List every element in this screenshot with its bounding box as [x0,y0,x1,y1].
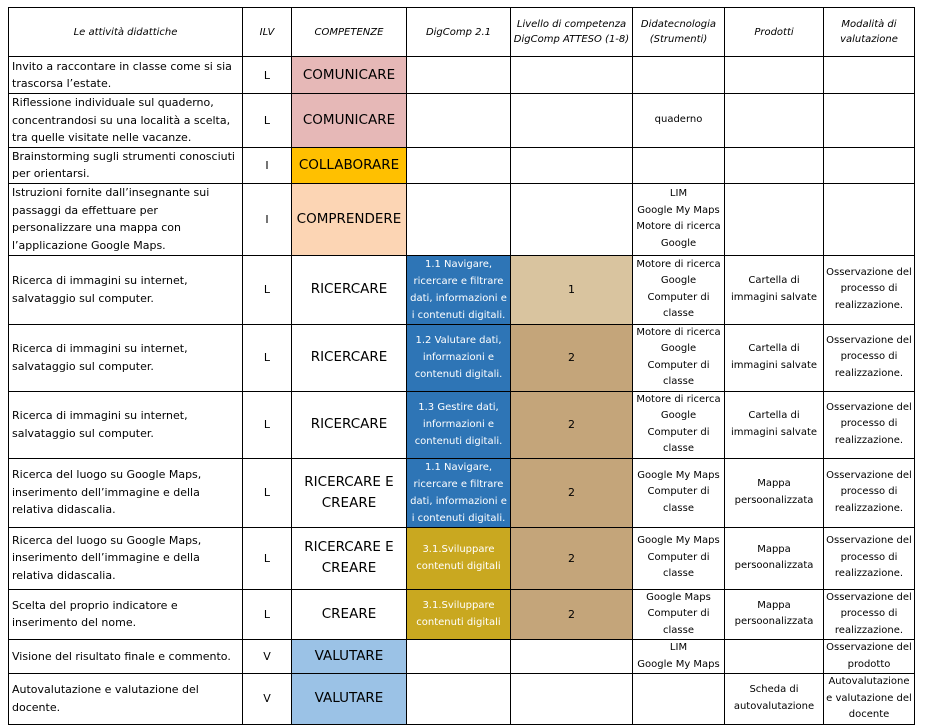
cell-prodotti [725,183,824,255]
cell-competenza: COMUNICARE [292,94,407,148]
cell-valutazione [824,94,915,148]
cell-strumenti: Motore di ricerca Google Computer di classe [633,255,725,324]
cell-attivita: Riflessione individuale sul quaderno, concentrandosi su una località a scelta, tra quelle visitate nelle vacanze. [9,94,243,148]
header-modalita: Modalità di valutazione [824,8,915,57]
cell-ilv: L [243,324,292,391]
cell-valutazione [824,183,915,255]
cell-competenza: RICERCARE [292,324,407,391]
cell-strumenti: Google My Maps Computer di classe [633,527,725,589]
cell-competenza: COMUNICARE [292,57,407,94]
cell-strumenti [633,57,725,94]
table-row [9,147,915,183]
cell-ilv: L [243,589,292,640]
cell-valutazione: Osservazione del processo di realizzazione. [824,589,915,640]
cell-livello: 2 [511,589,633,640]
cell-competenza: RICERCARE E CREARE [292,527,407,589]
cell-strumenti: Google My Maps Computer di classe [633,458,725,527]
cell-prodotti: Scheda di autovalutazione [725,674,824,725]
header-row [9,8,915,57]
cell-prodotti: Cartella di immagini salvate [725,391,824,458]
cell-attivita: Ricerca del luogo su Google Maps, inserimento dell’immagine e della relativa didascalia. [9,527,243,589]
cell-valutazione: Osservazione del processo di realizzazione. [824,255,915,324]
cell-prodotti: Mappa persoonalizzata [725,589,824,640]
cell-attivita: Ricerca di immagini su internet, salvataggio sul computer. [9,255,243,324]
table-row [9,391,915,458]
cell-digcomp: 1.3 Gestire dati, informazioni e contenuti digitali. [407,391,511,458]
cell-digcomp [407,57,511,94]
cell-digcomp: 3.1.Sviluppare contenuti digitali [407,527,511,589]
cell-competenza: VALUTARE [292,674,407,725]
cell-prodotti: Mappa persoonalizzata [725,458,824,527]
cell-livello: 2 [511,458,633,527]
cell-prodotti [725,94,824,148]
cell-livello [511,147,633,183]
cell-ilv: L [243,94,292,148]
header-competenze: COMPETENZE [292,8,407,57]
cell-ilv: V [243,640,292,674]
table-row [9,255,915,324]
cell-attivita: Autovalutazione e valutazione del docente. [9,674,243,725]
cell-prodotti [725,640,824,674]
cell-strumenti [633,674,725,725]
cell-ilv: I [243,183,292,255]
cell-attivita: Istruzioni fornite dall’insegnante sui passaggi da effettuare per personalizzare una mappa con l’applicazione Google Maps. [9,183,243,255]
header-digcomp: DigComp 2.1 [407,8,511,57]
cell-strumenti: LIM Google My Maps Motore di ricerca Google [633,183,725,255]
cell-digcomp [407,674,511,725]
table-row [9,527,915,589]
cell-competenza: RICERCARE [292,255,407,324]
cell-valutazione: Autovalutazione e valutazione del docente [824,674,915,725]
cell-digcomp: 3.1.Sviluppare contenuti digitali [407,589,511,640]
table-row [9,640,915,674]
cell-livello: 2 [511,527,633,589]
cell-attivita: Scelta del proprio indicatore e inserimento del nome. [9,589,243,640]
cell-livello [511,57,633,94]
header-attivita: Le attività didattiche [9,8,243,57]
cell-competenza: CREARE [292,589,407,640]
table-row [9,674,915,725]
cell-strumenti: Google Maps Computer di classe [633,589,725,640]
header-prodotti: Prodotti [725,8,824,57]
cell-livello [511,674,633,725]
header-ilv: ILV [243,8,292,57]
header-livello: Livello di competenza DigComp ATTESO (1-8) [511,8,633,57]
cell-livello: 2 [511,391,633,458]
cell-valutazione [824,147,915,183]
cell-strumenti: LIM Google My Maps [633,640,725,674]
cell-valutazione [824,57,915,94]
cell-valutazione: Osservazione del processo di realizzazione. [824,527,915,589]
cell-livello: 2 [511,324,633,391]
table-row [9,183,915,255]
cell-strumenti: Motore di ricerca Google Computer di classe [633,324,725,391]
cell-attivita: Visione del risultato finale e commento. [9,640,243,674]
cell-strumenti [633,147,725,183]
cell-ilv: V [243,674,292,725]
cell-competenza: COLLABORARE [292,147,407,183]
cell-ilv: L [243,527,292,589]
cell-ilv: L [243,391,292,458]
cell-strumenti: Motore di ricerca Google Computer di classe [633,391,725,458]
cell-attivita: Ricerca del luogo su Google Maps, inserimento dell’immagine e della relativa didascalia. [9,458,243,527]
cell-prodotti [725,57,824,94]
cell-valutazione: Osservazione del processo di realizzazione. [824,391,915,458]
cell-ilv: L [243,255,292,324]
cell-valutazione: Osservazione del processo di realizzazione. [824,324,915,391]
cell-livello [511,640,633,674]
cell-livello [511,183,633,255]
cell-prodotti: Mappa persoonalizzata [725,527,824,589]
cell-prodotti [725,147,824,183]
table-row [9,57,915,94]
cell-valutazione: Osservazione del prodotto [824,640,915,674]
table-row [9,589,915,640]
cell-livello: 1 [511,255,633,324]
cell-strumenti: quaderno [633,94,725,148]
table-row [9,324,915,391]
cell-digcomp [407,147,511,183]
header-didatecnologia: Didatecnologia (Strumenti) [633,8,725,57]
cell-competenza: COMPRENDERE [292,183,407,255]
cell-valutazione: Osservazione del processo di realizzazione. [824,458,915,527]
cell-livello [511,94,633,148]
cell-competenza: RICERCARE E CREARE [292,458,407,527]
cell-competenza: RICERCARE [292,391,407,458]
cell-ilv: L [243,57,292,94]
table-row [9,94,915,148]
activities-table [8,7,915,725]
cell-digcomp: 1.1 Navigare, ricercare e filtrare dati, informazioni e i contenuti digitali. [407,255,511,324]
cell-ilv: I [243,147,292,183]
cell-competenza: VALUTARE [292,640,407,674]
cell-attivita: Invito a raccontare in classe come si sia trascorsa l’estate. [9,57,243,94]
cell-digcomp [407,94,511,148]
cell-prodotti: Cartella di immagini salvate [725,255,824,324]
cell-attivita: Ricerca di immagini su internet, salvataggio sul computer. [9,391,243,458]
table-row [9,458,915,527]
cell-digcomp [407,183,511,255]
cell-attivita: Ricerca di immagini su internet, salvataggio sul computer. [9,324,243,391]
cell-prodotti: Cartella di immagini salvate [725,324,824,391]
cell-digcomp: 1.1 Navigare, ricercare e filtrare dati, informazioni e i contenuti digitali. [407,458,511,527]
cell-digcomp [407,640,511,674]
cell-ilv: L [243,458,292,527]
cell-attivita: Brainstorming sugli strumenti conosciuti per orientarsi. [9,147,243,183]
cell-digcomp: 1.2 Valutare dati, informazioni e contenuti digitali. [407,324,511,391]
